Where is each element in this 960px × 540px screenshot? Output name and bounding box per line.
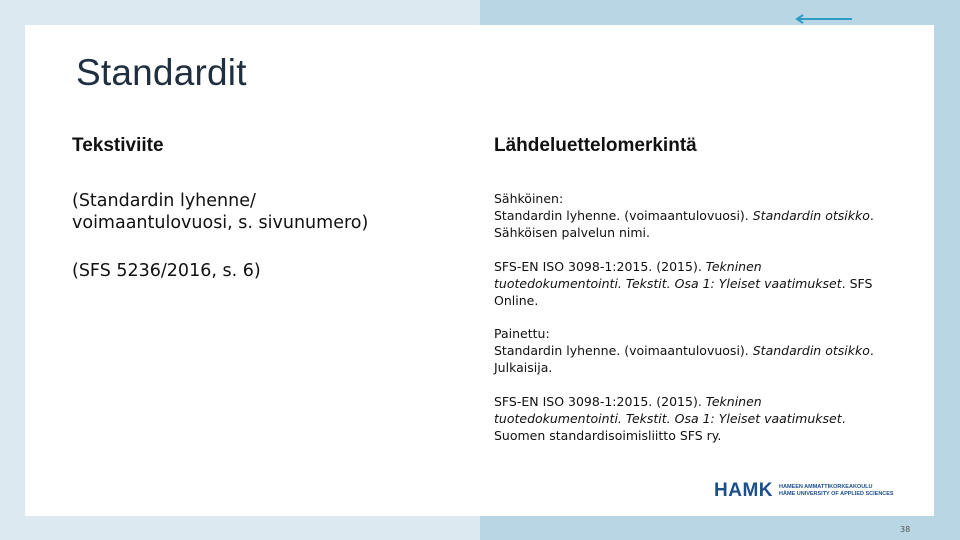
slide-title: Standardit <box>76 52 247 93</box>
electronic-example: SFS-EN ISO 3098-1:2015. (2015). Tekninen tuotedokumentointi. Tekstit. Osa 1: Yleiset vaatimukset. SFS Online. <box>494 259 873 308</box>
electronic-format: Standardin lyhenne. (voimaantulovuosi). Standardin otsikko. Sähköisen palvelun nimi. <box>494 208 874 240</box>
printed-example: SFS-EN ISO 3098-1:2015. (2015). Tekninen tuotedokumentointi. Tekstit. Osa 1: Yleiset vaatimukset. Suomen standardisoimisliitto SFS ry. <box>494 394 846 443</box>
left-column-header: Tekstiviite <box>72 135 164 156</box>
intext-format-line1: (Standardin lyhenne/ <box>72 191 256 211</box>
intext-citation-format <box>72 190 368 234</box>
electronic-reference <box>494 190 874 241</box>
printed-format: Standardin lyhenne. (voimaantulovuosi). Standardin otsikko. Julkaisija. <box>494 343 874 375</box>
page-number: 38 <box>900 525 911 534</box>
arrow-left-icon[interactable] <box>792 12 854 26</box>
hamk-logo <box>714 480 894 502</box>
intext-example-line: (SFS 5236/2016, s. 6) <box>72 261 261 281</box>
intext-format-line2: voimaantulovuosi, s. sivunumero) <box>72 213 369 233</box>
intext-citation-example <box>72 260 261 282</box>
printed-reference <box>494 325 874 376</box>
logo-subtitle: HAMEEN AMMATTIKORKEAKOULU HÄME UNIVERSITY OF APPLIED SCIENCES <box>779 484 894 497</box>
right-column-header: Lähdeluettelomerkintä <box>494 135 697 156</box>
printed-label: Painettu: <box>494 326 550 341</box>
electronic-label: Sähköinen: <box>494 191 564 206</box>
logo-wordmark: HAMK <box>714 480 773 501</box>
